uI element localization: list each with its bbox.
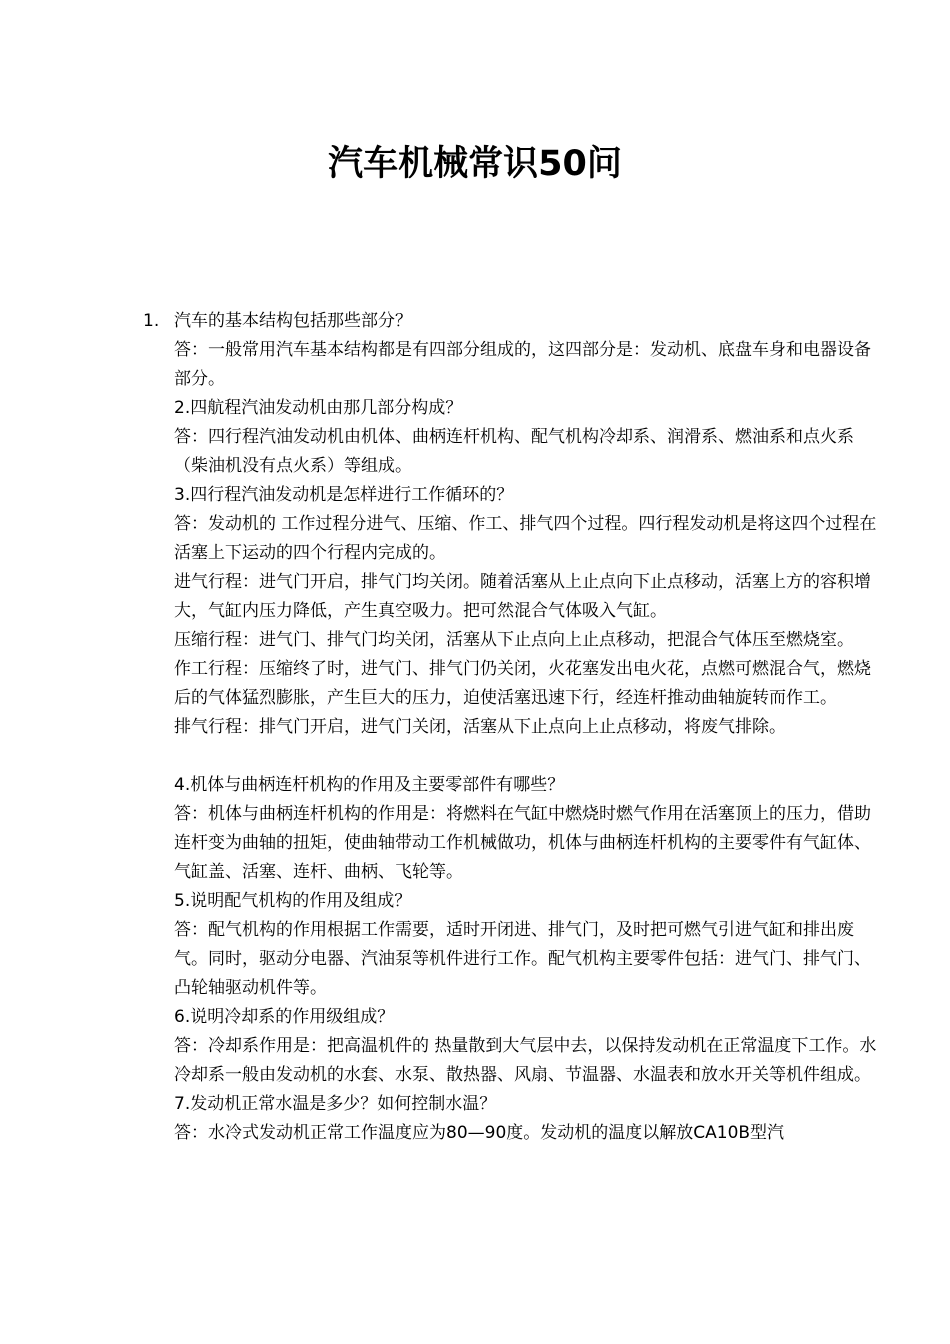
paragraph-answer-5: 答：配气机构的作用根据工作需要，适时开闭进、排气门，及时把可燃气引进气缸和排出废气。同时，驱动分电器、汽油泵等机件进行工作。配气机构主要零件包括：进气门、排气门、凸轮轴驱动机件等。 xyxy=(174,920,871,998)
paragraph-question-1 xyxy=(143,307,879,336)
list-number: 1. xyxy=(143,311,160,331)
paragraph-question-6: 6.说明冷却系的作用级组成？ xyxy=(174,1007,395,1027)
paragraph-intake-stroke: 进气行程：进气门开启，排气门均关闭。随着活塞从上止点向下止点移动，活塞上方的容积增大，气缸内压力降低，产生真空吸力。把可然混合气体吸入气缸。 xyxy=(174,572,871,621)
paragraph-compression-stroke: 压缩行程：进气门、排气门均关闭，活塞从下止点向上止点移动，把混合气体压至燃烧室。 xyxy=(174,630,854,650)
paragraph-answer-1: 答：一般常用汽车基本结构都是有四部分组成的，这四部分是：发动机、底盘车身和电器设备部分。 xyxy=(174,340,871,389)
paragraph-answer-7: 答：水冷式发动机正常工作温度应为80—90度。发动机的温度以解放CA10B型汽 xyxy=(174,1123,785,1143)
paragraph-exhaust-stroke: 排气行程：排气门开启，进气门关闭，活塞从下止点向上止点移动，将废气排除。 xyxy=(174,717,786,737)
document-body xyxy=(143,307,879,1148)
paragraph-answer-2: 答：四行程汽油发动机由机体、曲柄连杆机构、配气机构冷却系、润滑系、燃油系和点火系（柴油机没有点火系）等组成。 xyxy=(174,427,854,476)
paragraph-question-2: 2.四航程汽油发动机由那几部分构成？ xyxy=(174,398,463,418)
blank-line xyxy=(174,742,879,771)
paragraph-text: 汽车的基本结构包括那些部分？ xyxy=(174,311,412,331)
paragraph-question-5: 5.说明配气机构的作用及组成？ xyxy=(174,891,412,911)
paragraph-power-stroke: 作工行程：压缩终了时，进气门、排气门仍关闭，火花塞发出电火花，点燃可燃混合气，燃烧后的气体猛烈膨胀，产生巨大的压力，迫使活塞迅速下行，经连杆推动曲轴旋转而作工。 xyxy=(174,659,871,708)
paragraph-answer-3: 答：发动机的 工作过程分进气、压缩、作工、排气四个过程。四行程发动机是将这四个过程在活塞上下运动的四个行程内完成的。 xyxy=(174,514,877,563)
page-title: 汽车机械常识50问 xyxy=(328,144,622,184)
paragraph-answer-6: 答：冷却系作用是：把高温机件的 热量散到大气层中去，以保持发动机在正常温度下工作。水冷却系一般由发动机的水套、水泵、散热器、风扇、节温器、水温表和放水开关等机件组成。 xyxy=(174,1036,877,1085)
paragraph-question-4: 4.机体与曲柄连杆机构的作用及主要零部件有哪些？ xyxy=(174,775,565,795)
paragraph-answer-4: 答：机体与曲柄连杆机构的作用是：将燃料在气缸中燃烧时燃气作用在活塞顶上的压力，借助连杆变为曲轴的扭矩，使曲轴带动工作机械做功，机体与曲柄连杆机构的主要零件有气缸体、气缸盖、活塞、连杆、曲柄、飞轮等。 xyxy=(174,804,871,882)
paragraph-question-3: 3.四行程汽油发动机是怎样进行工作循环的？ xyxy=(174,485,514,505)
paragraph-question-7: 7.发动机正常水温是多少？如何控制水温？ xyxy=(174,1094,497,1114)
